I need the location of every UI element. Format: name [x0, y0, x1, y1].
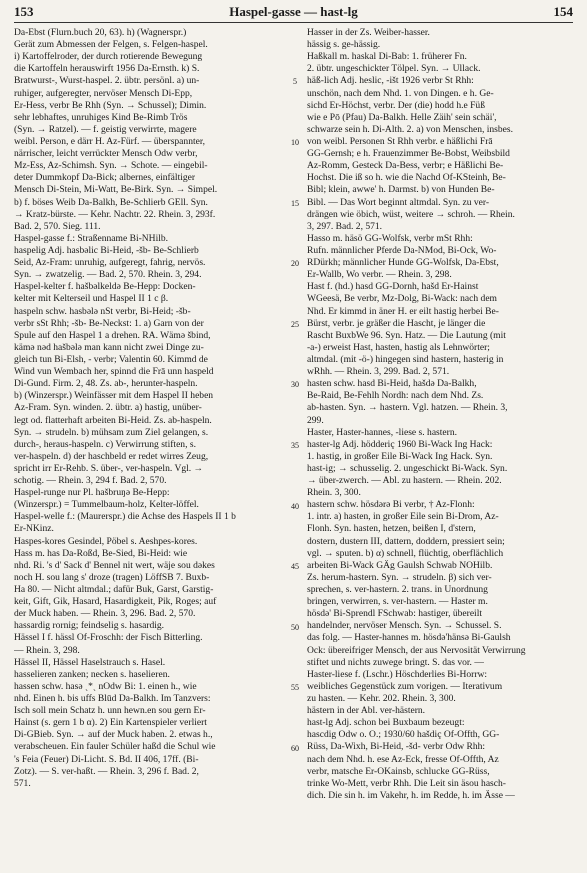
text-line: Di-Gund. Firm. 2, 48. Zs. ab-, herunter-haspeln. [14, 378, 198, 390]
text-line: dostern, dustern III, dattern, doddern, pressiert sein; [307, 535, 505, 547]
text-line: 1. intr. a) hasten, in großer Eile sein Bi-Drom, Az- [307, 511, 499, 523]
text-line: von weibl. Personen St Rhh verbr. e häßlichi Frā [307, 135, 493, 147]
text-line: WGeesä, Be verbr, Mz-Dolg, Bi-Wack: nach dem [307, 293, 497, 305]
line-number: 40 [291, 501, 299, 511]
text-line: dich. Die sin h. im Vakehr, h. im Redde, h. im Ässe — [307, 789, 515, 801]
text-line: sichd Er-Höchst, verbr. Der (die) hodd h.e Füß [307, 99, 485, 111]
line-number: 15 [291, 198, 299, 208]
text-line: 's Feia (Feuer) Di-Licht. S. Bd. II 406, 17ff. (Bi- [14, 753, 199, 765]
text-line: Haspel-welle f.: (Maurerspr.) die Achse des Haspels II 1 b [14, 511, 236, 523]
text-line: Haspes-kores Gesindel, Pöbel s. Aeshpes-kores. [14, 535, 198, 547]
page-number-left: 153 [14, 4, 34, 19]
text-line: weibliches Gegenstück zum vorigen. — Iterativum [307, 680, 503, 692]
text-line: spricht irr Er-Rehb. S. über-, ver-haspeln. Vgl. → [14, 462, 204, 474]
text-line: Bürst, verbr. je gräßer die Hascht, je länger die [307, 317, 486, 329]
text-line: Mensch Di-Stein, Mi-Watt, Be-Birk. Syn. → Simpel. [14, 184, 218, 196]
right-column [307, 27, 573, 802]
text-line: Seid, Az-Fram: unruhig, aufgeregt, fahrig, nervös. [14, 257, 206, 269]
text-line: i) Kartoffelroder, der durch rotierende Bewegung [14, 51, 203, 63]
text-line: Az-Fram. Syn. winden. 2. übtr. a) hastig, unüber- [14, 402, 202, 414]
text-line: Haßkall m. haskal Di-Bab: 1. früherer Fn. [307, 51, 467, 63]
text-line: Hass m. has Da-Roßd, Be-Sied, Bi-Heid: wie [14, 547, 188, 559]
left-column [14, 27, 282, 790]
text-line: Haster, Haster-hannes, -liese s. hastern. [307, 426, 457, 438]
text-line: stiftet und nichts zuwege bringt. S. das vor. — [307, 656, 484, 668]
text-line: b) f. böses Weib Da-Balkh, Be-Schlierb GEll. Syn. [14, 196, 208, 208]
text-line: Haspel-runge nur Pl. hašbruŋə Be-Hepp: [14, 487, 170, 499]
text-line: die Kartoffeln herauswirft 1956 Da-Ernsth. k) S. [14, 63, 200, 75]
text-line: 299. [307, 414, 324, 426]
line-number: 5 [293, 77, 297, 87]
text-line: verbr, matsche Er-OKainsb, schlucke GG-Rüss, [307, 765, 490, 777]
text-line: bringen, verwirren, s. ver-hastern. — Haster m. [307, 596, 488, 608]
text-line: nhd. Ri. 's d' Sack d' Bennel nit wert, wäje sou dəkes [14, 559, 215, 571]
text-line: Bibl. — Das Wort beginnt altmdal. Syn. zu ver- [307, 196, 490, 208]
text-line: Rüss, Da-Wixh, Bi-Heid, -šd- verbr Odw Rhh: [307, 741, 486, 753]
text-line: unschön, nach dem Nhd. 1. von Dingen. e h. Ge- [307, 87, 494, 99]
text-line: 3, 297. Bad. 2, 571. [307, 220, 383, 232]
text-line: Zs. herum-hastern. Syn. → strudeln. β) sich ver- [307, 571, 492, 583]
text-line: → über-zwerch. — Abl. zu hastern. — Rhein. 202. [307, 475, 502, 487]
text-line: deter Dummkopf Da-Bick; albernes, einfältiger [14, 172, 196, 184]
text-line: Di-GBieb. Syn. → auf der Muck haben. 2. etwas h., [14, 729, 213, 741]
text-line: kelter mit Kelterseil und Haspel II 1 c β. [14, 293, 169, 305]
text-line: Az-Romm, Gesteck Da-Bess, verbr; e Häßlichi Be- [307, 160, 504, 172]
text-line: wie e Pō (Pfau) Da-Balkh. Helle Zäih' sein schäi', [307, 111, 497, 123]
text-line: Bad. 2, 570. Sieg. 111. [14, 220, 101, 232]
text-line: Haster-liese f. (Lschr.) Höschderlies Bi-Horrw: [307, 668, 488, 680]
text-line: Isch soll mein Schatz h. unn hewn.en sou gern Er- [14, 705, 206, 717]
text-line: Hässel I f. hässl Of-Froschh: der Fisch Bitterling. [14, 632, 203, 644]
text-line: der Muck haben. — Rhein. 3, 296. Bad. 2, 570. [14, 608, 196, 620]
text-line: Zotz). — S. ver-haßt. — Rhein. 3, 296 f. Bad. 2, [14, 765, 199, 777]
text-line: trinke Wo-Mett, verbr Rhh. Die Leit sin äsou hasch- [307, 777, 506, 789]
running-head: Haspel-gasse — hast-lg [229, 4, 358, 19]
text-line: Hasser in der Zs. Weiber-hasser. [307, 27, 430, 38]
text-line: Syn. → zwatzelig. — Bad. 2, 570. Rhein. 3, 294. [14, 269, 202, 281]
text-line: Er-Wallb, Wo verbr. — Rhein. 3, 298. [307, 269, 452, 281]
text-line: Syn. → strudeln. b) mühsam zum Ziel gelangen, s. [14, 426, 209, 438]
text-line: Hast f. (hd.) hasd GG-Dornh, hašd Er-Hainst [307, 281, 479, 293]
text-line: -a-) erweist Hast, hasten, hastig als Lehnwörter; [307, 341, 490, 353]
text-line: arbeiten Bi-Wack GÄg Gaulsh Schwab NOHilb. [307, 559, 493, 571]
text-line: 2. übtr. ungeschickter Tölpel. Syn. → Ullack. [307, 63, 481, 75]
text-line: drängen wie öbich, wüst, weitere → schroh. — Rhein. [307, 208, 515, 220]
text-line: das folg. — Haster-hannes m. hösdə'hänsə Bi-Gaulsh [307, 632, 511, 644]
header-rule [14, 22, 573, 23]
line-number: 20 [291, 259, 299, 269]
line-number: 25 [291, 319, 299, 329]
text-line: durch-, heraus-haspeln. c) Verwirrung stiften, s. [14, 438, 196, 450]
line-number: 50 [291, 622, 299, 632]
text-line: zu hasten. — Kehr. 202. Rhein. 3, 300. [307, 693, 456, 705]
text-line: ab-hasten. Syn. → hastern. Vgl. hatzen. — Rhein. 3, [307, 402, 508, 414]
text-line: Rhein. 3, 300. [307, 487, 361, 499]
text-line: noch H. sou lang s' droze (tragen) LöffSB 7. Buxb- [14, 571, 210, 583]
text-line: Hochst. Die iß so h. wie die Nachd Of-KSteinh, Be- [307, 172, 506, 184]
text-line: hässig s. ge-hässig. [307, 39, 381, 51]
text-line: ver-haspeln. d) der haschbeld er redet wirres Zeug, [14, 450, 209, 462]
text-line: hassardig rornig; feindselig s. hasardig. [14, 620, 165, 632]
line-number: 30 [291, 380, 299, 390]
text-line: Mz-Ess, Az-Schimsh. Syn. → Schote. — eingebil- [14, 160, 208, 172]
text-line: Da-Ebst (Flurn.buch 20, 63). h) (Wagnerspr.) [14, 27, 187, 38]
text-line: hästern in der Abl. ver-hästern. [307, 705, 426, 717]
text-line: nach dem Nhd. h. ese Az-Eck, fresse Of-Offth, Az [307, 753, 499, 765]
text-line: Hainst (s. gern 1 b α). 2) Ein Kartenspieler verliert [14, 717, 207, 729]
text-line: schwarze sein h. Di-Alth. 2. a) von Menschen, insbes. [307, 123, 514, 135]
text-line: Ha 80. — Nicht altmdal.; dafür Buk, Garst, Garstig- [14, 584, 214, 596]
text-line: Rufn. männlicher Pferde Da-NMod, Bi-Ock, Wo- [307, 244, 497, 256]
text-line: vgl. → sputen. b) α) schnell, flüchtig, oberflächlich [307, 547, 504, 559]
text-line: kämə nəd hašbələ man kann nicht zwei Dinge zu- [14, 341, 204, 353]
text-line: hast-lg Adj. schon bei Buxbaum bezeugt: [307, 717, 465, 729]
text-line: Gerät zum Abmessen der Felgen, s. Felgen-haspel. [14, 39, 208, 51]
text-line: (Syn. → Ratzel). — f. geistig verwirrte, magere [14, 123, 197, 135]
text-line: wRhh. — Rhein. 3, 299. Bad. 2, 571. [307, 366, 450, 378]
text-line: verabscheuen. Ein fauler Schüler haßd die Schul wie [14, 741, 216, 753]
text-line: Bibl; klein, awwe' h. Darmst. b) von Hunden Be- [307, 184, 495, 196]
line-number: 10 [291, 138, 299, 148]
text-line: weibl. Person, e därr H. Az-Fürf. — überspannter, [14, 135, 206, 147]
text-line: keit, Gift, Gik, Hasard, Hasardigkeit, Pik, Roges; auf [14, 596, 217, 608]
text-line: Ock: übereifriger Mensch, der aus Nervosität Verwirrung [307, 644, 526, 656]
text-line: Haspel-gasse f.: Straßenname Bi-NHilb. [14, 232, 169, 244]
text-line: 1. hastig, in großer Eile Bi-Wack Ing Hack. Syn. [307, 450, 493, 462]
text-line: nhd. Einen h. bis uffs Blūd Da-Balkh. Im Tanzvers: [14, 693, 211, 705]
page-header [14, 4, 573, 24]
text-line: handelnder, nervöser Mensch. Syn. → Schussel. S. [307, 620, 502, 632]
text-line: haster-lg Adj. hödderiç 1960 Bi-Wack Ing Hack: [307, 438, 493, 450]
text-line: gleich tun Bi-Elsh, - verbr; Valentin 60. Kimmd de [14, 353, 208, 365]
text-line: Haspel-kelter f. hašbəlkeldə Be-Hepp: Docken- [14, 281, 196, 293]
text-line: hasselieren zanken; necken s. haselieren. [14, 668, 170, 680]
text-line: — Rhein. 3, 298. [14, 644, 80, 656]
text-line: sprechen, s. ver-hastern. 2. trans. in Unordnung [307, 584, 488, 596]
text-line: Nhd. Er kimmd in äner H. er eilt hastig herbei Be- [307, 305, 499, 317]
text-line: Spule auf den Haspel 1 a drehen. RA. Wämə šbind, [14, 329, 211, 341]
page-number-right: 154 [553, 4, 573, 19]
text-line: 571. [14, 777, 31, 789]
text-line: hassen schw. hasə ˏ*ˏ nOdw Bi: 1. einen h., wie [14, 680, 197, 692]
text-line: schotig. — Rhein. 3, 294 f. Bad. 2, 570. [14, 475, 167, 487]
text-line: häß-lich Adj. heslic, -išt 1926 verbr St Rhh: [307, 75, 474, 87]
text-line: haspelig Adj. hasbəlic Bi-Heid, -šb- Be-Schlierb [14, 244, 199, 256]
text-line: → Kratz-bürste. — Kehr. Nachtr. 22. Rhein. 3, 293f. [14, 208, 216, 220]
text-line: legt od. flatterhaft arbeiten Bi-Heid. Zs. ab-haspeln. [14, 414, 212, 426]
line-number: 35 [291, 441, 299, 451]
text-line: Er-NKinz. [14, 523, 54, 535]
text-line: Wind vun Wembach her, spinnd die Frā unn haspeld [14, 366, 214, 378]
text-line: ruhiger, aufgeregter, nervöser Mensch Di-Epp, [14, 87, 193, 99]
text-line: b) (Winzerspr.) Weinfässer mit dem Haspel II heben [14, 390, 214, 402]
text-line: Hässel II, Hässel Haselstrauch s. Hasel. [14, 656, 166, 668]
text-line: hascdig Odw o. O.; 1930/60 hašdiç Of-Offth, GG- [307, 729, 500, 741]
line-number: 55 [291, 683, 299, 693]
text-line: hastern schw. hösdərə Bi verbr, † Az-Flonh: [307, 499, 475, 511]
line-number: 45 [291, 562, 299, 572]
text-line: Rascht BuxbWe 96. Syn. Hatz. — Die Lautung (mit [307, 329, 506, 341]
text-line: GG-Gernsh; e h. Frauenzimmer Be-Bobst, Weibsbild [307, 148, 510, 160]
text-line: RDürkh; männlicher Hunde GG-Wolfsk, Da-Ebst, [307, 257, 499, 269]
text-line: hasten schw. hasd Bi-Heid, hašdə Da-Balkh, [307, 378, 477, 390]
text-line: haspeln schw. hasbələ nSt verbr, Bi-Heid; -šb- [14, 305, 191, 317]
text-line: (Winzerspr.) = Tummelbaum-holz, Kelter-löffel. [14, 499, 199, 511]
text-line: Er-Hess, verbr Be Rhh (Syn. → Schussel); Dimin. [14, 99, 207, 111]
text-line: verbr sSt Rhh; -šb- Be-Neckst: 1. a) Garn von der [14, 317, 204, 329]
text-line: altmdal. (mit -ö-) hingegen sind hastern, hasterig in [307, 353, 504, 365]
text-line: sehr lebhaftes, unruhiges Kind Be-Rimb Trös [14, 111, 188, 123]
text-line: Hasso m. häsö GG-Wolfsk, verbr mSt Rhh: [307, 232, 473, 244]
text-line: Be-Raid, Be-Fehlh Nordh: nach dem Nhd. Zs. [307, 390, 484, 402]
text-line: hast-ig; → schusselig. 2. ungeschickt Bi-Wack. Syn. [307, 462, 508, 474]
text-line: närrischer, leicht verrückter Mensch Odw verbr, [14, 148, 198, 160]
text-line: Flonh. Syn. hasten, hetzen, beißen I, d'stern, [307, 523, 476, 535]
text-line: hösdə' Bi-Sprendl FSchwab: hastiger, übereilt [307, 608, 483, 620]
text-line: Bratwurst-, Wurst-haspel. 2. übtr. persönl. a) un- [14, 75, 200, 87]
line-number: 60 [291, 744, 299, 754]
